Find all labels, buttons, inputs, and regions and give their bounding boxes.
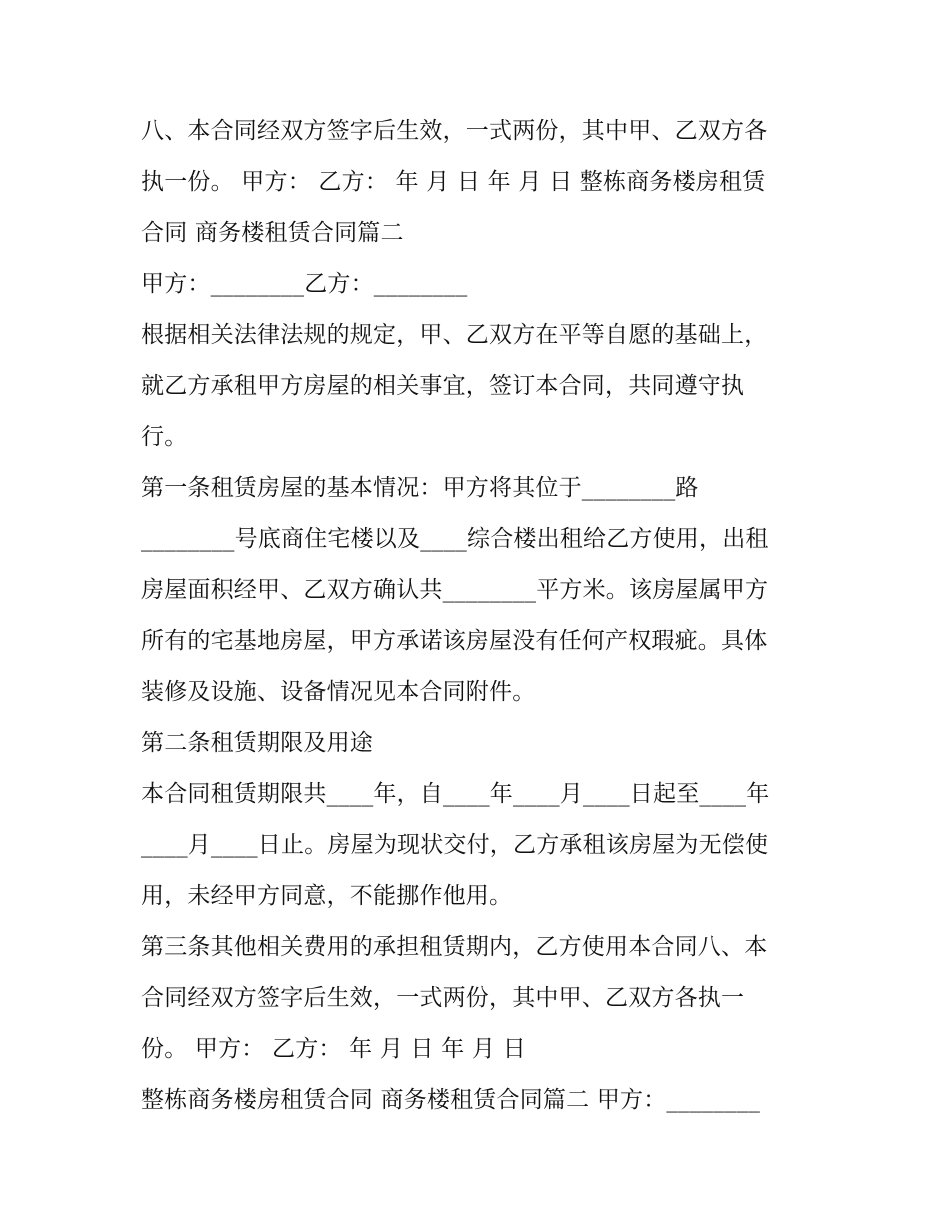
text-line: 本合同租赁期限共____年，自____年____月____日起至____年: [141, 781, 770, 807]
text-line: 所有的宅基地房屋，甲方承诺该房屋没有任何产权瑕疵。具体: [141, 628, 768, 654]
text-line: 就乙方承租甲方房屋的相关事宜，签订本合同，共同遵守执: [141, 373, 745, 399]
text-line: 第三条其他相关费用的承担租赁期内，乙方使用本合同八、本: [141, 934, 768, 960]
contract-text: [141, 106, 813, 1126]
text-line: 装修及设施、设备情况见本合同附件。: [141, 679, 536, 705]
text-line: 合同经双方签字后生效，一式两份，其中甲、乙双方各执一: [141, 985, 745, 1011]
text-line: 合同 商务楼租赁合同篇二: [141, 220, 404, 246]
text-line: ____月____日止。房屋为现状交付，乙方承租该房屋为无偿使: [141, 832, 769, 858]
text-line: 第二条租赁期限及用途: [141, 730, 373, 756]
text-line: 份。 甲方： 乙方： 年 月 日 年 月 日: [141, 1036, 526, 1062]
text-line: 甲方：________乙方：________: [141, 271, 468, 297]
text-line: 房屋面积经甲、乙双方确认共________平方米。该房屋属甲方: [141, 577, 769, 603]
text-line: 用，未经甲方同意，不能挪作他用。: [141, 883, 513, 909]
text-line: 执一份。 甲方： 乙方： 年 月 日 年 月 日 整栋商务楼房租赁: [141, 169, 766, 195]
text-line: 整栋商务楼房租赁合同 商务楼租赁合同篇二 甲方：________: [141, 1087, 761, 1113]
text-line: 第一条租赁房屋的基本情况：甲方将其位于________路: [141, 475, 699, 501]
text-line: 八、本合同经双方签字后生效，一式两份，其中甲、乙双方各: [141, 118, 768, 144]
text-line: ________号底商住宅楼以及____综合楼出租给乙方使用，出租: [141, 526, 769, 552]
text-line: 根据相关法律法规的规定，甲、乙双方在平等自愿的基础上，: [141, 322, 768, 348]
text-line: 行。: [141, 424, 188, 450]
